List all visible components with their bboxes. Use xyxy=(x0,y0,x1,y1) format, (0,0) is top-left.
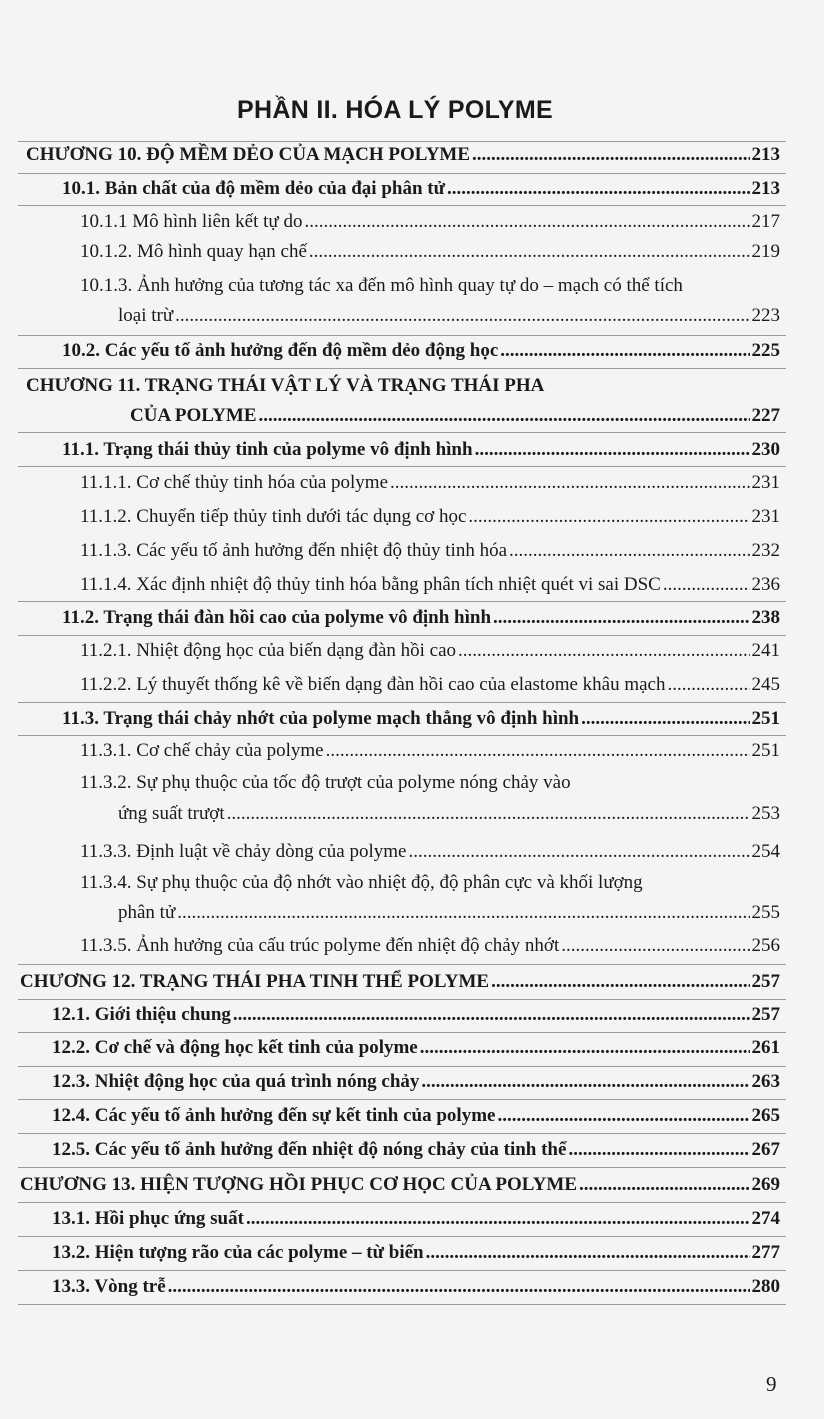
row-separator xyxy=(18,964,786,965)
row-separator xyxy=(18,1167,786,1168)
toc-title-continuation: phân tử xyxy=(118,902,176,923)
toc-page-number: 231 xyxy=(751,472,780,493)
leader-dots xyxy=(493,607,749,629)
page-number: 9 xyxy=(766,1372,777,1396)
toc-page-number: 227 xyxy=(751,405,780,426)
toc-page-number: 232 xyxy=(751,540,780,561)
leader-dots xyxy=(663,574,750,596)
toc-page-number: 263 xyxy=(751,1071,780,1092)
toc-page-number: 254 xyxy=(751,841,780,862)
toc-page-number: 225 xyxy=(751,340,780,361)
row-separator xyxy=(18,173,786,174)
toc-page-number: 213 xyxy=(751,178,780,199)
toc-title: 11.3.3. Định luật về chảy dòng của polyme xyxy=(80,841,407,862)
toc-title: 10.2. Các yếu tố ảnh hưởng đến độ mềm dẻo động học xyxy=(62,340,499,361)
toc-title: 11.3. Trạng thái chảy nhớt của polyme mạch thẳng vô định hình xyxy=(62,708,580,729)
toc-title: 11.2.2. Lý thuyết thống kê về biến dạng đàn hồi cao của elastome khâu mạch xyxy=(80,674,666,695)
toc-title: 10.1.2. Mô hình quay hạn chế xyxy=(80,241,307,262)
leader-dots xyxy=(309,241,750,263)
toc-page-number: 236 xyxy=(751,574,780,595)
row-separator xyxy=(18,702,786,703)
toc-page-number: 251 xyxy=(751,740,780,761)
toc-page-number: 217 xyxy=(751,211,780,232)
toc-title: 12.4. Các yếu tố ảnh hưởng đến sự kết tinh của polyme xyxy=(52,1105,496,1126)
toc-page-number: 251 xyxy=(751,708,780,729)
toc-page-number: 257 xyxy=(751,1004,780,1025)
toc-page-number: 261 xyxy=(751,1037,780,1058)
leader-dots xyxy=(667,674,749,696)
leader-dots xyxy=(246,1208,750,1230)
toc-title: 11.1.2. Chuyển tiếp thủy tinh dưới tác dụng cơ học xyxy=(80,506,467,527)
toc-title: 11.1.1. Cơ chế thủy tinh hóa của polyme xyxy=(80,472,389,493)
toc-page-number: 213 xyxy=(751,144,780,165)
toc-page-number: 269 xyxy=(751,1174,780,1195)
toc-title: 12.1. Giới thiệu chung xyxy=(52,1004,231,1025)
leader-dots xyxy=(500,340,749,362)
toc-page-number: 238 xyxy=(751,607,780,628)
toc-title-continuation: ứng suất trượt xyxy=(118,803,225,824)
toc-title: 11.3.5. Ảnh hưởng của cấu trúc polyme đến nhiệt độ chảy nhớt xyxy=(80,935,560,956)
leader-dots xyxy=(447,178,750,200)
leader-dots xyxy=(420,1037,750,1059)
leader-dots xyxy=(177,902,749,924)
leader-dots xyxy=(304,211,749,233)
toc-title: 13.2. Hiện tượng rão của các polyme – từ biến xyxy=(52,1242,424,1263)
toc-page-number: 257 xyxy=(751,971,780,992)
leader-dots xyxy=(509,540,749,562)
row-separator xyxy=(18,1032,786,1033)
toc-title: 11.1.4. Xác định nhiệt độ thủy tinh hóa bằng phân tích nhiệt quét vi sai DSC xyxy=(80,574,661,595)
leader-dots xyxy=(579,1174,749,1196)
toc-title: 11.1.3. Các yếu tố ảnh hưởng đến nhiệt độ thủy tinh hóa xyxy=(80,540,508,561)
toc-title: CHƯƠNG 11. TRẠNG THÁI VẬT LÝ VÀ TRẠNG THÁI PHA xyxy=(26,375,545,396)
row-separator xyxy=(18,1202,786,1203)
row-separator xyxy=(18,735,786,736)
toc-title-continuation: loại trừ xyxy=(118,305,174,326)
toc-title: 11.3.1. Cơ chế chảy của polyme xyxy=(80,740,324,761)
row-separator xyxy=(18,1304,786,1305)
toc-page-number: 219 xyxy=(751,241,780,262)
toc-title: 11.2. Trạng thái đàn hồi cao của polyme vô định hình xyxy=(62,607,492,628)
leader-dots xyxy=(468,506,749,528)
toc-title: 10.1. Bản chất của độ mềm dẻo của đại phân tử xyxy=(62,178,445,199)
leader-dots xyxy=(390,472,749,494)
toc-title: 11.3.2. Sự phụ thuộc của tốc độ trượt của polyme nóng chảy vào xyxy=(80,772,571,793)
toc-page-number: 223 xyxy=(751,305,780,326)
leader-dots xyxy=(421,1071,749,1093)
row-separator xyxy=(18,999,786,1000)
toc-title: 11.3.4. Sự phụ thuộc của độ nhớt vào nhiệt độ, độ phân cực và khối lượng xyxy=(80,872,643,893)
row-separator xyxy=(18,1099,786,1100)
leader-dots xyxy=(458,640,749,662)
leader-dots xyxy=(475,439,750,461)
toc-title-continuation: CỦA POLYME xyxy=(130,405,257,426)
toc-page-number: 230 xyxy=(751,439,780,460)
toc-title: CHƯƠNG 10. ĐỘ MỀM DẺO CỦA MẠCH POLYME xyxy=(26,144,471,165)
toc-page-number: 265 xyxy=(751,1105,780,1126)
toc-title: 10.1.3. Ảnh hưởng của tương tác xa đến mô hình quay tự do – mạch có thể tích xyxy=(80,275,683,296)
leader-dots xyxy=(408,841,749,863)
toc-title: 12.3. Nhiệt động học của quá trình nóng chảy xyxy=(52,1071,420,1092)
leader-dots xyxy=(175,305,749,327)
toc-title: 10.1.1 Mô hình liên kết tự do xyxy=(80,211,303,232)
toc-title: 11.2.1. Nhiệt động học của biến dạng đàn hồi cao xyxy=(80,640,457,661)
toc-page-number: 280 xyxy=(751,1276,780,1297)
toc-page-number: 245 xyxy=(751,674,780,695)
leader-dots xyxy=(227,803,750,825)
toc-page-number: 256 xyxy=(751,935,780,956)
leader-dots xyxy=(497,1105,749,1127)
leader-dots xyxy=(561,935,749,957)
row-separator xyxy=(18,335,786,336)
toc-page-number: 253 xyxy=(751,803,780,824)
leader-dots xyxy=(568,1139,749,1161)
toc-page-number: 267 xyxy=(751,1139,780,1160)
leader-dots xyxy=(326,740,750,762)
toc-page-number: 241 xyxy=(751,640,780,661)
toc-title: CHƯƠNG 13. HIỆN TƯỢNG HỒI PHỤC CƠ HỌC CỦA POLYME xyxy=(20,1174,578,1195)
toc-title: 13.3. Vòng trễ xyxy=(52,1276,166,1297)
row-separator xyxy=(18,601,786,602)
row-separator xyxy=(18,205,786,206)
part-title: PHẦN II. HÓA LÝ POLYME xyxy=(237,96,553,124)
toc-title: 12.2. Cơ chế và động học kết tinh của polyme xyxy=(52,1037,418,1058)
leader-dots xyxy=(426,1242,750,1264)
toc-title: 13.1. Hồi phục ứng suất xyxy=(52,1208,244,1229)
row-separator xyxy=(18,1270,786,1271)
leader-dots xyxy=(581,708,749,730)
row-separator xyxy=(18,368,786,369)
row-separator xyxy=(18,1066,786,1067)
toc-page-number: 255 xyxy=(751,902,780,923)
toc-page-number: 277 xyxy=(751,1242,780,1263)
leader-dots xyxy=(491,971,749,993)
row-separator xyxy=(18,432,786,433)
leader-dots xyxy=(168,1276,750,1298)
row-separator xyxy=(18,141,786,142)
toc-page-number: 274 xyxy=(751,1208,780,1229)
leader-dots xyxy=(233,1004,750,1026)
row-separator xyxy=(18,1133,786,1134)
toc-title: CHƯƠNG 12. TRẠNG THÁI PHA TINH THỂ POLYME xyxy=(20,971,490,992)
leader-dots xyxy=(472,144,749,166)
row-separator xyxy=(18,466,786,467)
toc-title: 11.1. Trạng thái thủy tinh của polyme vô định hình xyxy=(62,439,473,460)
row-separator xyxy=(18,635,786,636)
leader-dots xyxy=(259,405,750,427)
row-separator xyxy=(18,1236,786,1237)
toc-title: 12.5. Các yếu tố ảnh hưởng đến nhiệt độ nóng chảy của tinh thể xyxy=(52,1139,567,1160)
toc-page-number: 231 xyxy=(751,506,780,527)
